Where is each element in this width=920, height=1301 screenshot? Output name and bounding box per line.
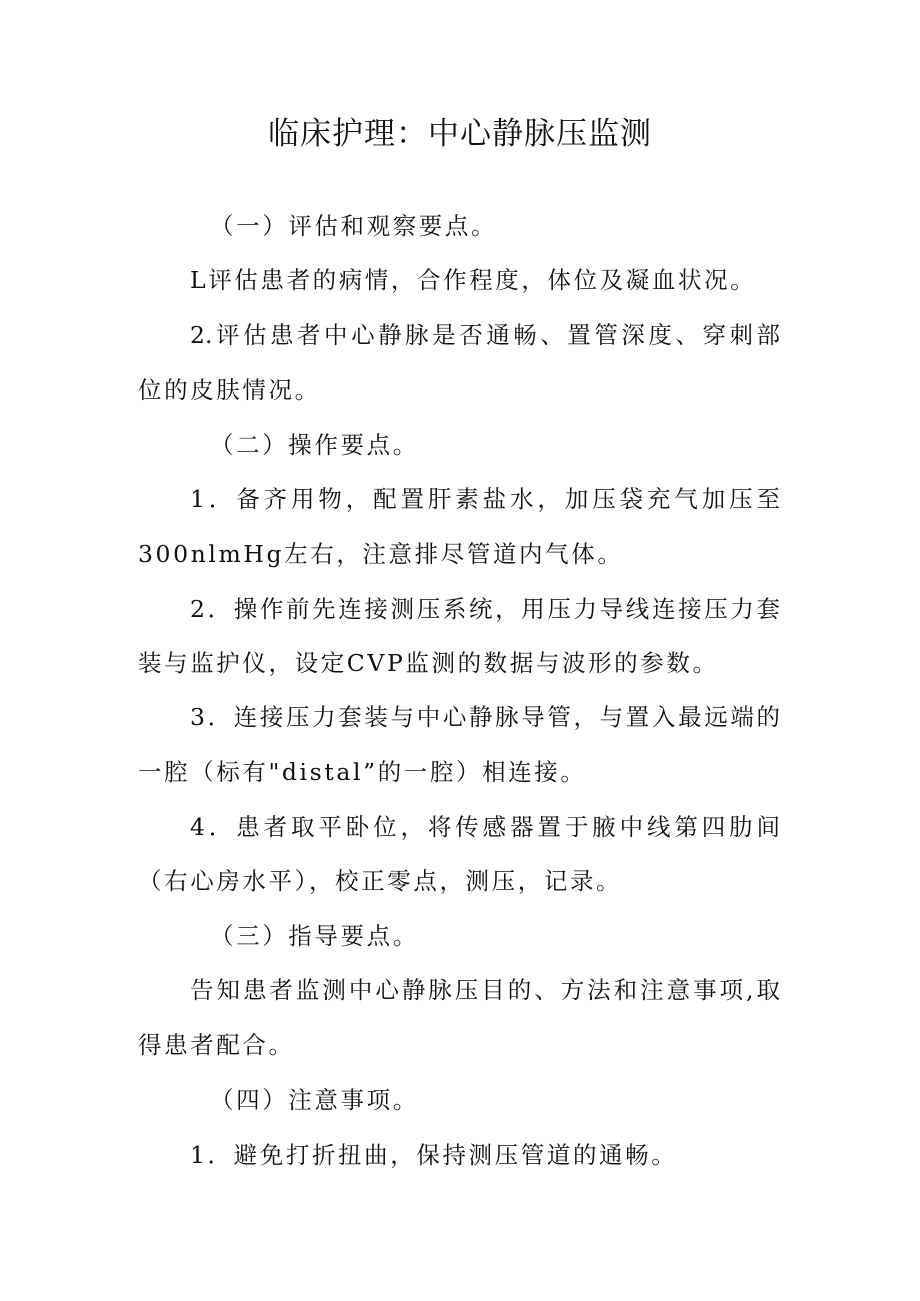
section-heading-operation: （二）操作要点。 [210,431,419,459]
paragraph-line: 装与监护仪，设定CVP监测的数据与波形的参数。 [138,649,719,677]
paragraph-line: 1．备齐用物，配置肝素盐水，加压袋充气加压至 [190,485,780,513]
paragraph-line: 得患者配合。 [138,1031,295,1059]
paragraph-line: 告知患者监测中心静脉压目的、方法和注意事项,取 [190,976,780,1004]
paragraph-line: 1．避免打折扭曲，保持测压管道的通畅。 [190,1141,678,1169]
paragraph-line: 2．操作前先连接测压系统，用压力导线连接压力套 [190,595,780,623]
paragraph-line: 2.评估患者中心静脉是否通畅、置管深度、穿刺部 [190,321,780,349]
paragraph-line: L评估患者的病情，合作程度，体位及凝血状况。 [190,266,757,294]
paragraph-line: 4．患者取平卧位，将传感器置于腋中线第四肋间 [190,813,780,841]
paragraph-line: 位的皮肤情况。 [138,376,321,404]
paragraph-line: 3．连接压力套装与中心静脉导管，与置入最远端的 [190,703,780,731]
section-heading-assessment: （一）评估和观察要点。 [210,212,498,240]
paragraph-line: （右心房水平），校正零点，测压，记录。 [138,867,623,895]
paragraph-line: 一腔（标有"distal”的一腔）相连接。 [138,758,587,786]
section-heading-precautions: （四）注意事项。 [210,1086,419,1114]
document-title: 临床护理：中心静脉压监测 [268,116,652,152]
section-heading-guidance: （三）指导要点。 [210,922,419,950]
paragraph-line: 300nlmHg左右，注意排尽管道内气体。 [138,540,624,568]
